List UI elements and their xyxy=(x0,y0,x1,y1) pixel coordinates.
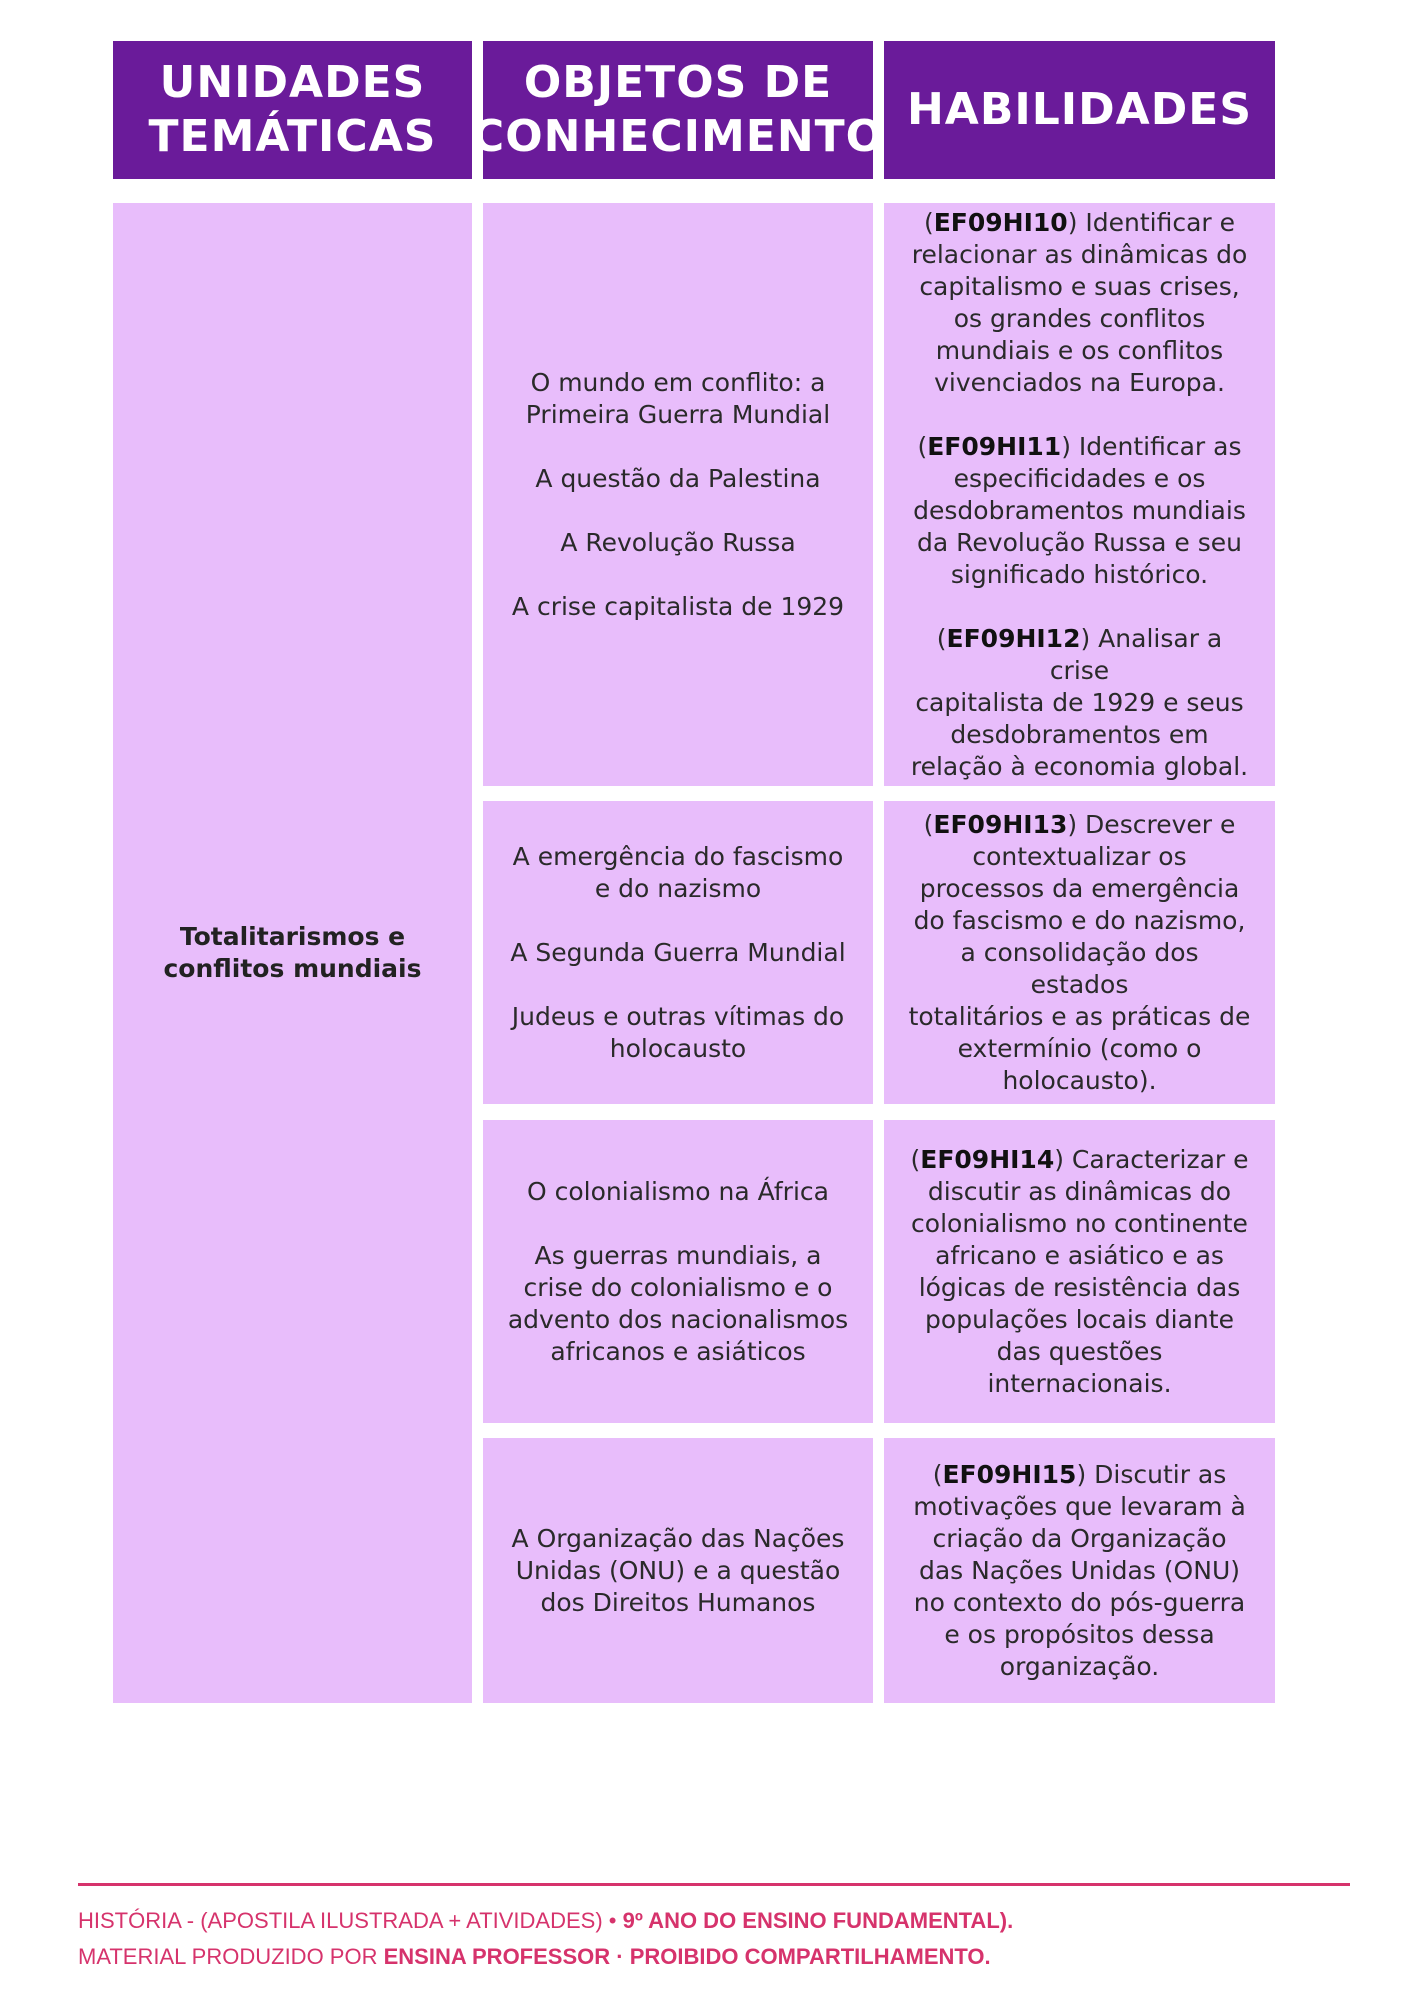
object-item: A crise capitalista de 1929 xyxy=(511,591,845,621)
skill-item: (EF09HI15) Discutir as motivações que levaram à criação da Organização das Nações Unidas (ONU) no contexto do pós-guerra e os propósitos dessa organização. xyxy=(913,1459,1246,1681)
skill-item: (EF09HI14) Caracterizar e discutir as dinâmicas do colonialismo no continente africano e asiático e as lógicas de resistência das populações locais diante das questões internacionais. xyxy=(910,1144,1249,1398)
skill-text: ) Identificar e relacionar as dinâmicas do capitalismo e suas crises, os grandes conflitos mundiais e os conflitos vivenciados na Europa. xyxy=(911,207,1248,397)
skill-code: EF09HI10 xyxy=(933,207,1068,237)
footer-subject: HISTÓRIA - (APOSTILA ILUSTRADA + ATIVIDADES) • xyxy=(78,1908,623,1933)
unit-label: Totalitarismos e conflitos mundiais xyxy=(163,922,422,983)
skill-item: (EF09HI11) Identificar as especificidades e os desdobramentos mundiais da Revolução Russa e seu significado histórico. xyxy=(913,431,1246,589)
skill-code: EF09HI12 xyxy=(946,623,1081,653)
skill-text: ) Caracterizar e discutir as dinâmicas do colonialismo no continente africano e asiático e as lógicas de resistência das populações locais diante das questões internacionais. xyxy=(911,1144,1249,1398)
objects-cell-4 xyxy=(483,1438,873,1703)
objects-cell-3 xyxy=(483,1120,873,1423)
footer-grade: 9º ANO DO ENSINO FUNDAMENTAL). xyxy=(622,1908,1014,1933)
skills-cell-3 xyxy=(884,1120,1275,1423)
object-item: A questão da Palestina xyxy=(535,463,821,493)
skill-code: EF09HI14 xyxy=(920,1144,1055,1174)
object-item: A Revolução Russa xyxy=(560,527,796,557)
skills-cell-1 xyxy=(884,203,1275,786)
skill-code: EF09HI13 xyxy=(933,809,1068,839)
object-item: A Segunda Guerra Mundial xyxy=(510,937,846,967)
skill-item: (EF09HI12) Analisar a crise capitalista de 1929 e seus desdobramentos em relação à economia global. xyxy=(910,623,1249,781)
object-item: O colonialismo na África xyxy=(527,1176,829,1206)
footer-producer: ENSINA PROFESSOR · PROIBIDO COMPARTILHAMENTO. xyxy=(383,1944,991,1969)
header-objetos-de-conhecimento: OBJETOS DE CONHECIMENTO xyxy=(483,41,873,179)
object-item: O mundo em conflito: a Primeira Guerra Mundial xyxy=(525,367,831,429)
object-item: As guerras mundiais, a crise do colonialismo e o advento dos nacionalismos africanos e asiáticos xyxy=(507,1240,849,1366)
object-item: A emergência do fascismo e do nazismo xyxy=(512,841,844,903)
skill-text: ) Discutir as motivações que levaram à criação da Organização das Nações Unidas (ONU) no contexto do pós-guerra e os propósitos dessa organização. xyxy=(913,1459,1246,1681)
skill-code: EF09HI15 xyxy=(942,1459,1077,1489)
skill-item: (EF09HI10) Identificar e relacionar as dinâmicas do capitalismo e suas crises, os grandes conflitos mundiais e os conflitos vivenciados na Europa. xyxy=(911,207,1248,397)
skill-text: ) Analisar a crise capitalista de 1929 e seus desdobramentos em relação à economia global. xyxy=(910,623,1249,781)
skill-item: (EF09HI13) Descrever e contextualizar os processos da emergência do fascismo e do nazismo, a consolidação dos estados totalitários e as práticas de extermínio (como o holocausto). xyxy=(908,809,1251,1095)
unit-cell xyxy=(113,203,472,1703)
objects-cell-1 xyxy=(483,203,873,786)
skill-text: ) Descrever e contextualizar os processos da emergência do fascismo e do nazismo, a consolidação dos estados totalitários e as práticas de extermínio (como o holocausto). xyxy=(908,809,1251,1095)
skills-cell-2 xyxy=(884,801,1275,1104)
skill-text: ) Identificar as especificidades e os desdobramentos mundiais da Revolução Russa e seu significado histórico. xyxy=(913,431,1246,589)
footer-line-1 xyxy=(78,1907,1013,1935)
header-unidades-tematicas: UNIDADES TEMÁTICAS xyxy=(113,41,472,179)
footer-line-2 xyxy=(78,1943,991,1971)
object-item: A Organização das Nações Unidas (ONU) e a questão dos Direitos Humanos xyxy=(511,1523,845,1617)
skill-code: EF09HI11 xyxy=(927,431,1062,461)
footer-producer-label: MATERIAL PRODUZIDO POR xyxy=(78,1944,384,1969)
objects-cell-2 xyxy=(483,801,873,1104)
skills-cell-4 xyxy=(884,1438,1275,1703)
header-habilidades: HABILIDADES xyxy=(884,41,1275,179)
object-item: Judeus e outras vítimas do holocausto xyxy=(511,1001,845,1063)
footer-divider xyxy=(78,1883,1350,1886)
